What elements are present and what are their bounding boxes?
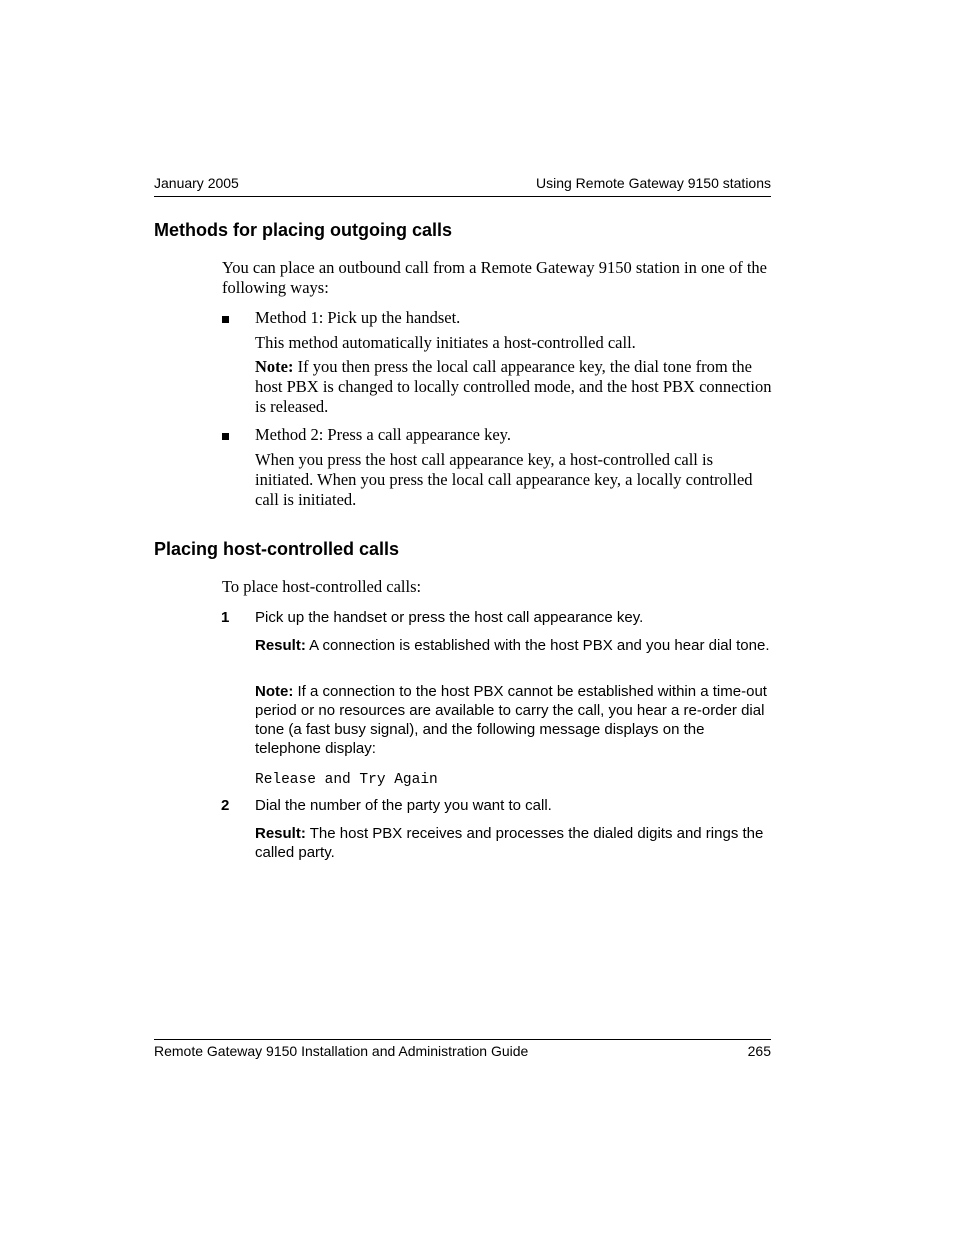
host-intro: To place host-controlled calls: bbox=[222, 577, 422, 596]
note-text: If a connection to the host PBX cannot be established within a time-out period or no resources are available to carry the call, you hear a re-order dial tone (a fast busy signal), and the following message displays on the telephone display: bbox=[255, 683, 767, 757]
step1-result bbox=[255, 636, 770, 655]
note-text: If you then press the local call appearance key, the dial tone from the host PBX is changed to locally controlled mode, and the host PBX connection is released. bbox=[255, 357, 772, 416]
step2-text: Dial the number of the party you want to call. bbox=[255, 797, 552, 814]
result-text: A connection is established with the host PBX and you hear dial tone. bbox=[305, 637, 770, 654]
page-footer bbox=[154, 1039, 771, 1059]
bullet-marker bbox=[222, 433, 229, 440]
methods-intro: You can place an outbound call from a Remote Gateway 9150 station in one of the following ways: bbox=[222, 258, 767, 297]
step2-result bbox=[255, 824, 770, 862]
step-number: 2 bbox=[221, 797, 230, 814]
step-number: 1 bbox=[221, 609, 230, 626]
method1-note bbox=[255, 357, 775, 417]
bullet-marker bbox=[222, 316, 229, 323]
page-number: 265 bbox=[747, 1043, 771, 1059]
result-text: The host PBX receives and processes the dialed digits and rings the called party. bbox=[255, 825, 764, 861]
page-header bbox=[154, 175, 771, 197]
footer-guide-title: Remote Gateway 9150 Installation and Administration Guide bbox=[154, 1043, 529, 1059]
header-chapter: Using Remote Gateway 9150 stations bbox=[535, 175, 771, 191]
note-label: Note: bbox=[255, 683, 294, 700]
method2-detail: When you press the host call appearance key, a host-controlled call is initiated. When you press the local call appearance key, a locally controlled call is initiated. bbox=[255, 450, 753, 509]
step1-text: Pick up the handset or press the host call appearance key. bbox=[255, 609, 644, 626]
method1-detail: This method automatically initiates a host-controlled call. bbox=[255, 333, 636, 352]
method2-text: Method 2: Press a call appearance key. bbox=[255, 425, 511, 444]
section-heading-host-controlled: Placing host-controlled calls bbox=[154, 539, 400, 559]
display-message: Release and Try Again bbox=[255, 772, 438, 788]
method1-text: Method 1: Pick up the handset. bbox=[255, 308, 461, 327]
result-label: Result: bbox=[255, 637, 306, 654]
section-heading-methods: Methods for placing outgoing calls bbox=[154, 220, 453, 240]
step1-note bbox=[255, 682, 770, 758]
header-date: January 2005 bbox=[154, 175, 239, 191]
result-label: Result: bbox=[255, 825, 306, 842]
note-label: Note: bbox=[255, 357, 294, 376]
